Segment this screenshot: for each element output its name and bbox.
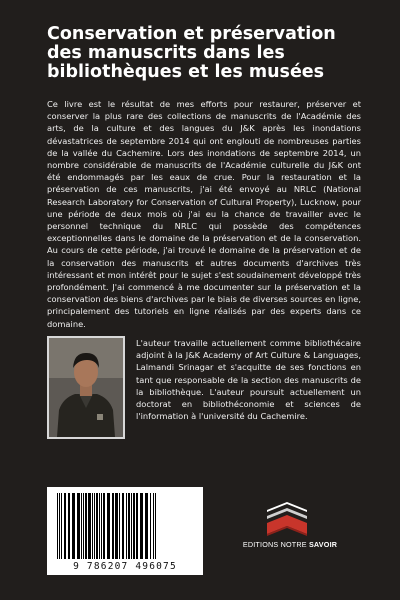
barcode-bar xyxy=(99,493,100,559)
barcode-bar xyxy=(72,493,75,559)
barcode-bar xyxy=(150,493,151,559)
barcode-bar xyxy=(128,493,130,559)
isbn-digits: 9 786207 496075 xyxy=(73,561,177,572)
barcode-bar xyxy=(126,493,127,559)
isbn-barcode xyxy=(47,487,203,575)
barcode-bar xyxy=(68,493,70,559)
barcode-bar xyxy=(145,493,148,559)
barcode-bar xyxy=(119,493,120,559)
barcode-bar xyxy=(133,493,135,559)
barcode-bar xyxy=(96,493,98,559)
barcode-bar xyxy=(112,493,114,559)
barcode-bar xyxy=(101,493,102,559)
barcode-bar xyxy=(88,493,91,559)
book-description: Ce livre est le résultat de mes efforts pour restaurer, préserver et conserver la plus rare des collections de manuscrits de l'Académie des arts, de la culture et des langues du J&K après les inondations dévastatrices de septembre 2014 qui ont englouti de nombreuses parties de la vallée du Cachemire. Lors des inondations de septembre 2014, un nombre considérable de manuscrits de l'Académie culturelle du J&K ont été endommagés par les eaux de crue. Pour la restauration et la préservation de ces manuscrits, j'ai été envoyé au NRLC (National Research Laboratory for Conservation of Cultural Property), Lucknow, pour une période de deux mois où j'ai eu la chance de travailler avec le personnel technique du NRLC qui possède des compétences exceptionnelles dans le domaine de la préservation et de la conservation. Au cours de cette période, j'ai trouvé le domaine de la préservation et de la conservation des manuscrits et autres documents d'archives très intéressant et mon intérêt pour le sujet s'est soudainement développé très profondément. J'ai commencé à me documenter sur la préservation et la conservation des biens d'archives par le biais de diverses sources en ligne, principalement des tutoriels en ligne réalisés par des experts dans ce domaine. xyxy=(47,99,361,329)
barcode-bar xyxy=(131,493,132,559)
barcode-bar xyxy=(140,493,143,559)
barcode-bars xyxy=(55,493,195,561)
author-bio: L'auteur travaille actuellement comme bibliothécaire adjoint à la J&K Academy of Art Culture & Languages, Lalmandi Srinagar et s'acquitte de ses fonctions en tant que responsable de la section des manuscrits de la bibliothèque. L'auteur poursuit actuellement un doctorat en bibliothéconomie et sciences de l'information à l'université du Cachemire. xyxy=(136,338,361,422)
barcode-bar xyxy=(57,493,58,559)
barcode-bar xyxy=(92,493,93,559)
barcode-bar xyxy=(81,493,82,559)
barcode-bar xyxy=(155,493,156,559)
barcode-bar xyxy=(64,493,66,559)
barcode-bar xyxy=(122,493,124,559)
barcode-bar xyxy=(85,493,87,559)
barcode-bar xyxy=(136,493,138,559)
book-title: Conservation et préservation des manuscrits dans les bibliothèques et les musées xyxy=(47,24,336,82)
barcode-bar xyxy=(77,493,80,559)
barcode-bar xyxy=(59,493,60,559)
barcode-bar xyxy=(83,493,84,559)
author-photo xyxy=(47,336,125,439)
barcode-bar xyxy=(61,493,62,559)
barcode-bar xyxy=(107,493,110,559)
barcode-bar xyxy=(94,493,95,559)
barcode-bar xyxy=(115,493,118,559)
barcode-bar xyxy=(153,493,154,559)
barcode-bar xyxy=(103,493,105,559)
publisher-name: EDITIONS NOTRE SAVOIR xyxy=(242,540,338,549)
